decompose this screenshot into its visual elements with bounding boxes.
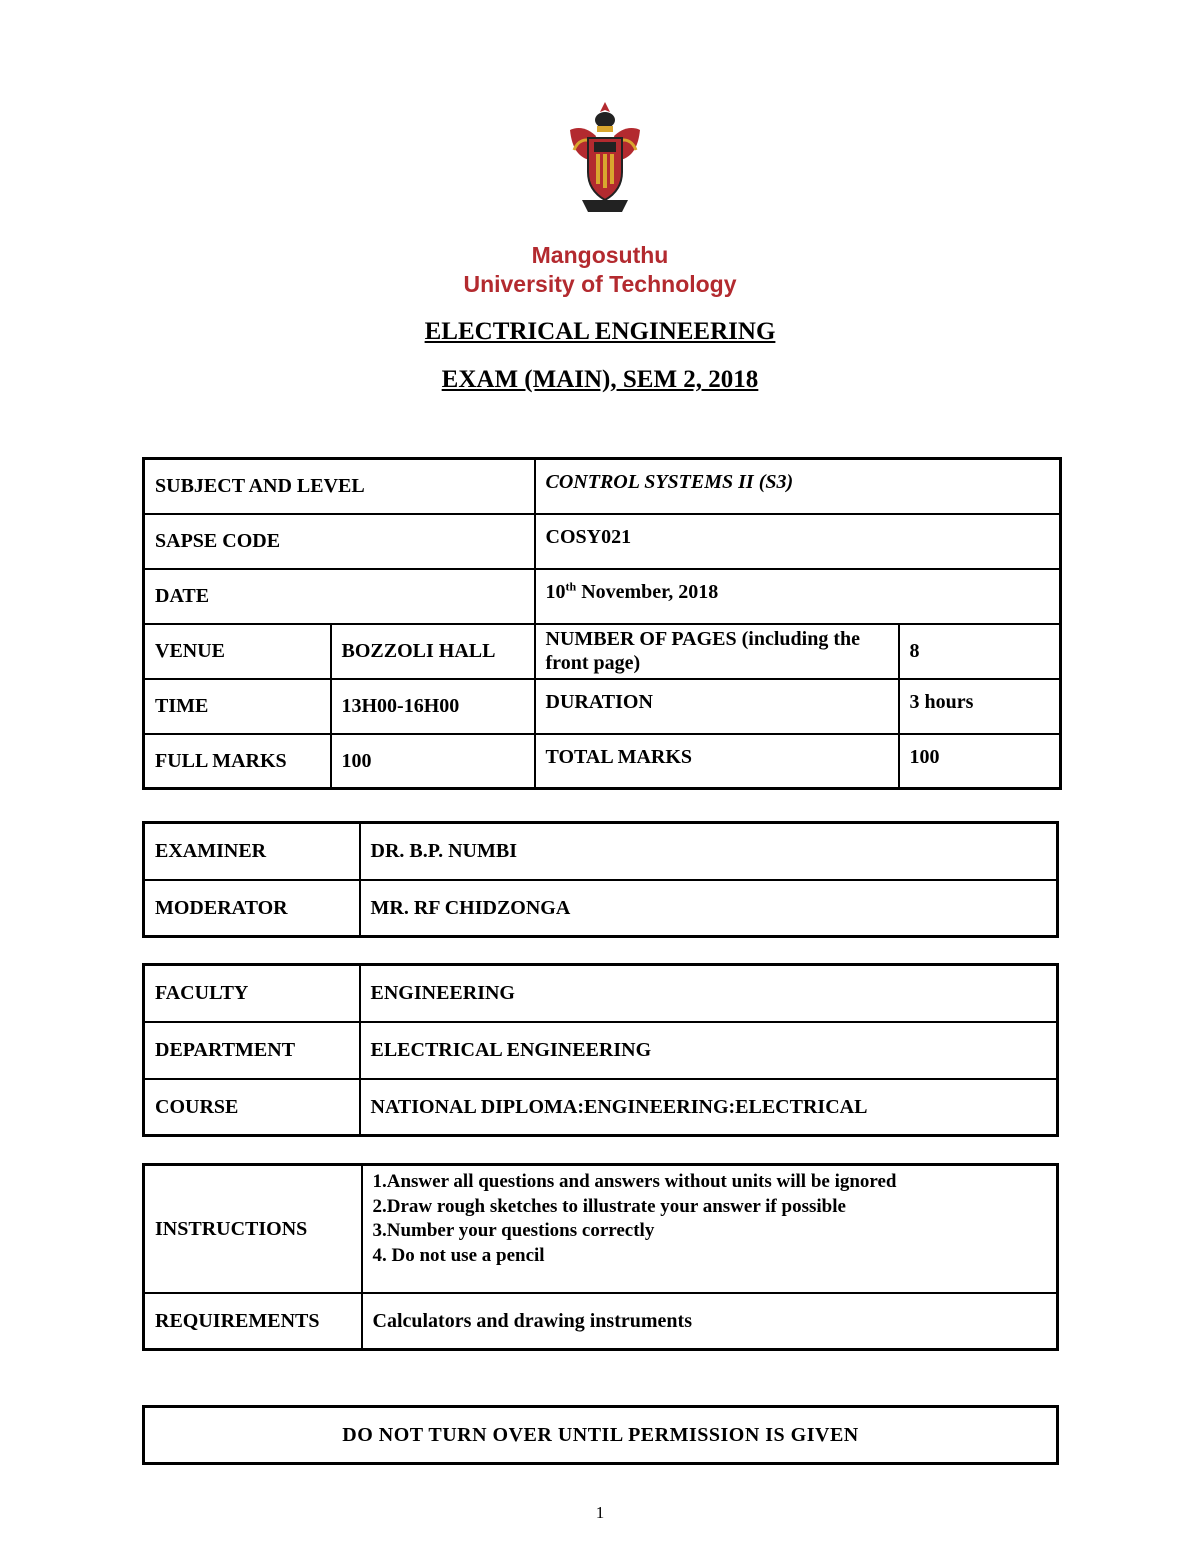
date-day: 10 bbox=[545, 580, 566, 603]
venue-label: VENUE bbox=[144, 624, 331, 679]
pages-label: NUMBER OF PAGES (including the front page) bbox=[535, 624, 899, 679]
department-label: DEPARTMENT bbox=[144, 1022, 360, 1079]
document-subtitle: EXAM (MAIN), SEM 2, 2018 bbox=[441, 366, 759, 393]
table-row bbox=[144, 1165, 1058, 1293]
table-row bbox=[144, 965, 1058, 1022]
time-label: TIME bbox=[144, 679, 331, 734]
sapse-value: COSY021 bbox=[535, 514, 1061, 569]
exam-details-table bbox=[142, 457, 1062, 790]
table-row bbox=[144, 679, 1061, 734]
totalmarks-value: 100 bbox=[899, 734, 1061, 789]
university-crest-logo bbox=[560, 100, 650, 220]
faculty-label: FACULTY bbox=[144, 965, 360, 1022]
document-title: ELECTRICAL ENGINEERING bbox=[424, 318, 776, 345]
course-value: NATIONAL DIPLOMA:ENGINEERING:ELECTRICAL bbox=[360, 1079, 1058, 1136]
fullmarks-label: FULL MARKS bbox=[144, 734, 331, 789]
subject-label: SUBJECT AND LEVEL bbox=[144, 459, 535, 514]
requirements-value: Calculators and drawing instruments bbox=[362, 1293, 1058, 1350]
instruction-item: 4. Do not use a pencil bbox=[372, 1244, 545, 1266]
program-table bbox=[142, 963, 1059, 1137]
university-name-line2: University of Technology bbox=[463, 271, 737, 297]
instructions-table bbox=[142, 1163, 1059, 1351]
venue-value: BOZZOLI HALL bbox=[331, 624, 535, 679]
table-row bbox=[144, 1022, 1058, 1079]
instructions-list bbox=[362, 1165, 1058, 1293]
university-name-line1: Mangosuthu bbox=[531, 242, 669, 268]
sapse-label: SAPSE CODE bbox=[144, 514, 535, 569]
instruction-item: 2.Draw rough sketches to illustrate your answer if possible bbox=[372, 1195, 846, 1217]
requirements-label: REQUIREMENTS bbox=[144, 1293, 362, 1350]
table-row bbox=[144, 569, 1061, 624]
time-value: 13H00-16H00 bbox=[331, 679, 535, 734]
course-label: COURSE bbox=[144, 1079, 360, 1136]
fullmarks-value: 100 bbox=[331, 734, 535, 789]
duration-value: 3 hours bbox=[899, 679, 1061, 734]
examiner-label: EXAMINER bbox=[144, 823, 360, 880]
subject-value: CONTROL SYSTEMS II (S3) bbox=[535, 459, 1061, 514]
table-row bbox=[144, 880, 1058, 937]
faculty-value: ENGINEERING bbox=[360, 965, 1058, 1022]
date-rest: November, 2018 bbox=[576, 580, 719, 603]
date-value bbox=[535, 569, 1061, 624]
date-label: DATE bbox=[144, 569, 535, 624]
examiner-value: DR. B.P. NUMBI bbox=[360, 823, 1058, 880]
instruction-item: 1.Answer all questions and answers without units will be ignored bbox=[372, 1171, 897, 1192]
moderator-label: MODERATOR bbox=[144, 880, 360, 937]
table-row bbox=[144, 1293, 1058, 1350]
table-row bbox=[144, 734, 1061, 789]
instruction-item: 3.Number your questions correctly bbox=[372, 1220, 655, 1241]
pages-value: 8 bbox=[899, 624, 1061, 679]
table-row bbox=[144, 459, 1061, 514]
table-row bbox=[144, 1079, 1058, 1136]
staff-table bbox=[142, 821, 1059, 938]
date-suffix: th bbox=[565, 578, 577, 593]
department-value: ELECTRICAL ENGINEERING bbox=[360, 1022, 1058, 1079]
table-row bbox=[144, 823, 1058, 880]
table-row bbox=[144, 624, 1061, 679]
notice-box: DO NOT TURN OVER UNTIL PERMISSION IS GIVEN bbox=[142, 1405, 1059, 1465]
page-number: 1 bbox=[595, 1503, 605, 1522]
totalmarks-label: TOTAL MARKS bbox=[535, 734, 899, 789]
instructions-label: INSTRUCTIONS bbox=[144, 1165, 362, 1293]
duration-label: DURATION bbox=[535, 679, 899, 734]
moderator-value: MR. RF CHIDZONGA bbox=[360, 880, 1058, 937]
table-row bbox=[144, 514, 1061, 569]
